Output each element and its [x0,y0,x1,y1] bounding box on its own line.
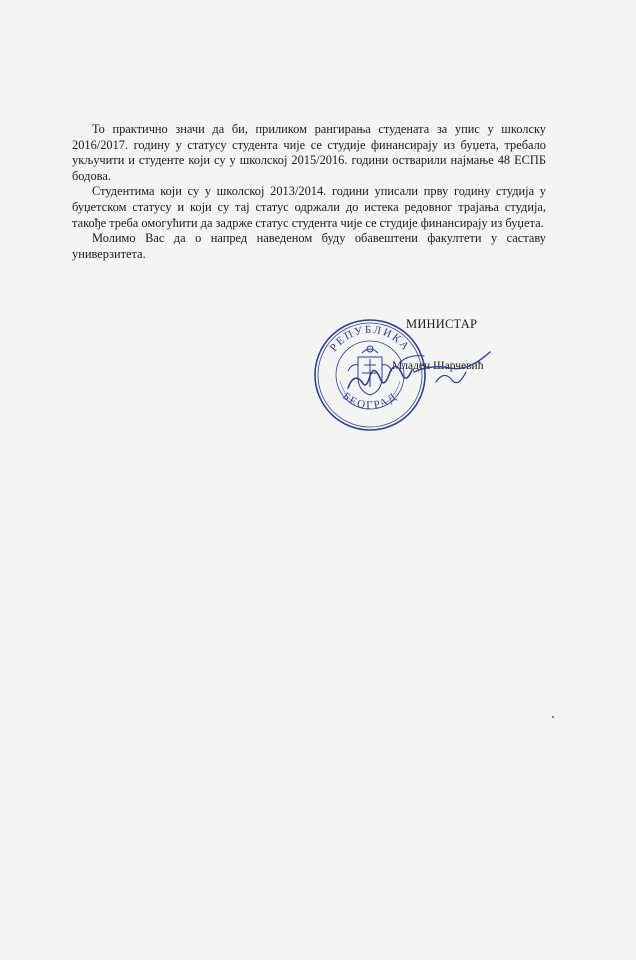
paragraph-2: Студентима који су у школској 2013/2014. години уписали прву годину студија у буџетском статусу и који су тај статус одржали до истека редовног трајања студија, такође треба омогућити да задрже статус студента чије се студије финансирају из буџета. [72,184,546,230]
minister-title: МИНИСТАР [406,317,478,331]
stamp-top-text: РЕПУБЛИКА [327,323,413,354]
paragraph-3: Молимо Вас да о напред наведеном буду обавештени факултети у саставу универзитета. [72,231,546,261]
minister-name: Младен Шарчевић [392,360,484,372]
stamp-bottom-text: БЕОГРАД [340,390,400,412]
paragraph-1: То практично значи да би, приликом рангирања студената за упис у школску 2016/2017. годину у статусу студента чије се студије финансирају из буџета, требало укључити и студенте који су у школској 2015/2016. години остварили најмање 48 ЕСПБ бодова. [72,122,546,183]
